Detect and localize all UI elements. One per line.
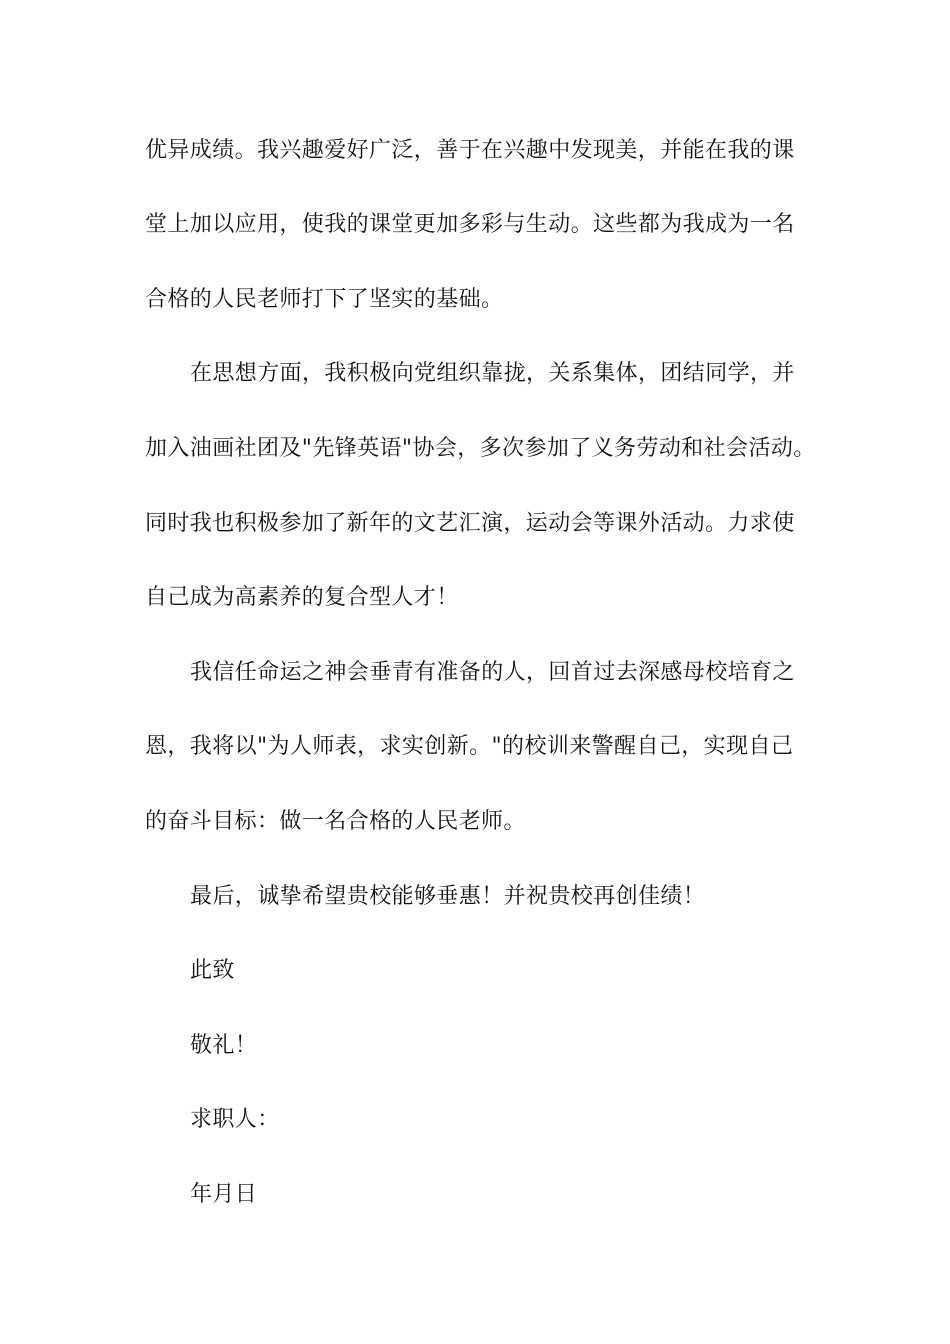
closing-wish: 最后，诚挚希望贵校能够垂惠！并祝贵校再创佳绩！ [190,884,706,909]
salutation-ci-zhi: 此致 [190,958,235,983]
text-line: 同时我也积极参加了新年的文艺汇演，运动会等课外活动。力求使 [145,511,795,536]
paragraph-start-line: 在思想方面，我积极向党组织靠拢，关系集体，团结同学，并 [190,361,795,386]
text-line: 自己成为高素养的复合型人才！ [145,585,459,610]
text-line: 堂上加以应用，使我的课堂更加多彩与生动。这些都为我成为一名 [145,212,795,237]
applicant-signature-label: 求职人： [190,1107,280,1132]
paragraph-start-line: 我信任命运之神会垂青有准备的人，回首过去深感母校培育之 [190,660,795,685]
text-line: 恩，我将以"为人师表，求实创新。"的校训来警醒自己，实现自己 [145,734,794,759]
text-line: 优异成绩。我兴趣爱好广泛，善于在兴趣中发现美，并能在我的课 [145,138,795,163]
text-line: 的奋斗目标：做一名合格的人民老师。 [145,809,526,834]
text-line: 合格的人民老师打下了坚实的基础。 [145,287,504,312]
date-label: 年月日 [190,1182,258,1207]
text-line: 加入油画社团及"先锋英语"协会，多次参加了义务劳动和社会活动。 [145,436,816,461]
salutation-jing-li: 敬礼！ [190,1033,258,1058]
